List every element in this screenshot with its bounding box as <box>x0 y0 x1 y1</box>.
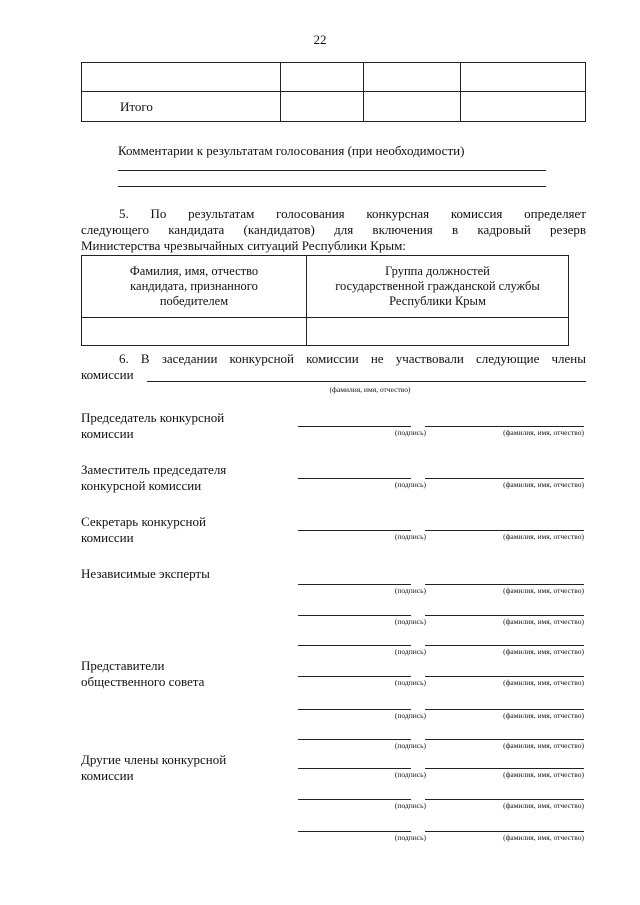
signature-row <box>0 584 640 604</box>
signature-row <box>0 768 640 788</box>
signature-line <box>298 799 411 800</box>
fio-caption: (фамилия, имя, отчество) <box>503 617 584 626</box>
section-5-line: 5. По результатам голосования конкурсная комиссия определяет <box>119 206 586 221</box>
role-text: общественного совета <box>81 674 205 689</box>
role-text: комиссии <box>81 768 134 783</box>
fio-caption: (фамилия, имя, отчество) <box>503 678 584 687</box>
header-text: Республики Крым <box>389 294 486 308</box>
section-5-line: следующего кандидата (кандидатов) для включения в кадровый резерв <box>81 222 586 237</box>
fio-caption: (фамилия, имя, отчество) <box>503 770 584 779</box>
role-experts <box>81 566 210 582</box>
signature-caption: (подпись) <box>394 770 426 779</box>
signature-line <box>298 768 411 769</box>
role-text: Заместитель председателя <box>81 462 227 477</box>
signature-caption: (подпись) <box>394 428 426 437</box>
signature-row <box>0 831 640 851</box>
role-text: Секретарь конкурсной <box>81 514 206 529</box>
section-6-line: 6. В заседании конкурсной комиссии не участвовали следующие члены <box>119 351 586 366</box>
table-header-cell <box>307 256 569 318</box>
winners-table <box>81 255 569 346</box>
fio-caption: (фамилия, имя, отчество) <box>503 711 584 720</box>
role-text: Независимые эксперты <box>81 566 210 581</box>
signature-line <box>298 739 411 740</box>
absent-members-line <box>147 381 586 382</box>
fio-line <box>425 831 584 832</box>
signature-row <box>0 709 640 729</box>
signature-row <box>0 676 640 696</box>
signature-caption: (подпись) <box>394 678 426 687</box>
table-cell <box>82 63 281 92</box>
fio-line <box>425 530 584 531</box>
signature-row <box>0 478 640 498</box>
signature-caption: (подпись) <box>394 617 426 626</box>
signature-caption: (подпись) <box>394 801 426 810</box>
signature-caption: (подпись) <box>394 833 426 842</box>
fio-line <box>425 426 584 427</box>
signature-row <box>0 530 640 550</box>
comments-line <box>118 186 546 187</box>
header-text: победителем <box>159 294 229 308</box>
fio-line <box>425 768 584 769</box>
section-5 <box>81 206 586 254</box>
total-label: Итого <box>120 98 153 114</box>
fio-line <box>425 645 584 646</box>
table-cell <box>281 63 364 92</box>
signature-caption: (подпись) <box>394 532 426 541</box>
fio-caption: (фамилия, имя, отчество) <box>329 385 411 394</box>
fio-caption: (фамилия, имя, отчество) <box>503 532 584 541</box>
signature-row <box>0 615 640 635</box>
role-text: комиссии <box>81 530 134 545</box>
fio-caption: (фамилия, имя, отчество) <box>503 586 584 595</box>
signature-line <box>298 709 411 710</box>
signature-caption: (подпись) <box>394 741 426 750</box>
fio-caption: (фамилия, имя, отчество) <box>503 480 584 489</box>
fio-line <box>425 739 584 740</box>
signature-caption: (подпись) <box>394 586 426 595</box>
header-text: Фамилия, имя, отчество <box>129 264 259 278</box>
role-text: комиссии <box>81 426 134 441</box>
fio-line <box>425 478 584 479</box>
signature-line <box>298 831 411 832</box>
fio-line <box>425 615 584 616</box>
table-header-cell <box>82 256 307 318</box>
section-6 <box>81 351 586 383</box>
header-text: государственной гражданской службы <box>335 279 540 293</box>
table-cell <box>461 63 586 92</box>
role-text: Председатель конкурсной <box>81 410 225 425</box>
section-5-line: Министерства чрезвычайных ситуаций Республики Крым: <box>81 238 406 253</box>
signature-row <box>0 799 640 819</box>
role-text: Представители <box>81 658 165 673</box>
signature-line <box>298 645 411 646</box>
comments-label: Комментарии к результатам голосования (при необходимости) <box>118 143 465 158</box>
fio-caption: (фамилия, имя, отчество) <box>503 801 584 810</box>
fio-line <box>425 584 584 585</box>
fio-caption: (фамилия, имя, отчество) <box>503 647 584 656</box>
signature-line <box>298 676 411 677</box>
table-cell <box>82 92 281 122</box>
signature-caption: (подпись) <box>394 711 426 720</box>
signature-line <box>298 426 411 427</box>
fio-line <box>425 709 584 710</box>
signature-line <box>298 584 411 585</box>
role-text: конкурсной комиссии <box>81 478 202 493</box>
signature-row <box>0 426 640 446</box>
table-cell <box>281 92 364 122</box>
signature-line <box>298 478 411 479</box>
signature-row <box>0 645 640 665</box>
header-text: Группа должностей <box>385 264 490 278</box>
page-number: 22 <box>313 32 327 47</box>
fio-line <box>425 676 584 677</box>
section-6-line: комиссии <box>81 367 134 382</box>
signature-line <box>298 530 411 531</box>
table-cell <box>82 318 307 346</box>
fio-caption: (фамилия, имя, отчество) <box>503 833 584 842</box>
results-table <box>81 62 586 122</box>
fio-line <box>425 799 584 800</box>
table-cell <box>364 63 461 92</box>
fio-caption: (фамилия, имя, отчество) <box>503 741 584 750</box>
signature-line <box>298 615 411 616</box>
table-cell <box>461 92 586 122</box>
signature-caption: (подпись) <box>394 647 426 656</box>
signature-row <box>0 739 640 759</box>
table-cell <box>307 318 569 346</box>
fio-caption: (фамилия, имя, отчество) <box>503 428 584 437</box>
header-text: кандидата, признанного <box>130 279 258 293</box>
signature-caption: (подпись) <box>394 480 426 489</box>
table-cell <box>364 92 461 122</box>
comments-line <box>118 170 546 171</box>
role-text: Другие члены конкурсной <box>81 752 227 767</box>
